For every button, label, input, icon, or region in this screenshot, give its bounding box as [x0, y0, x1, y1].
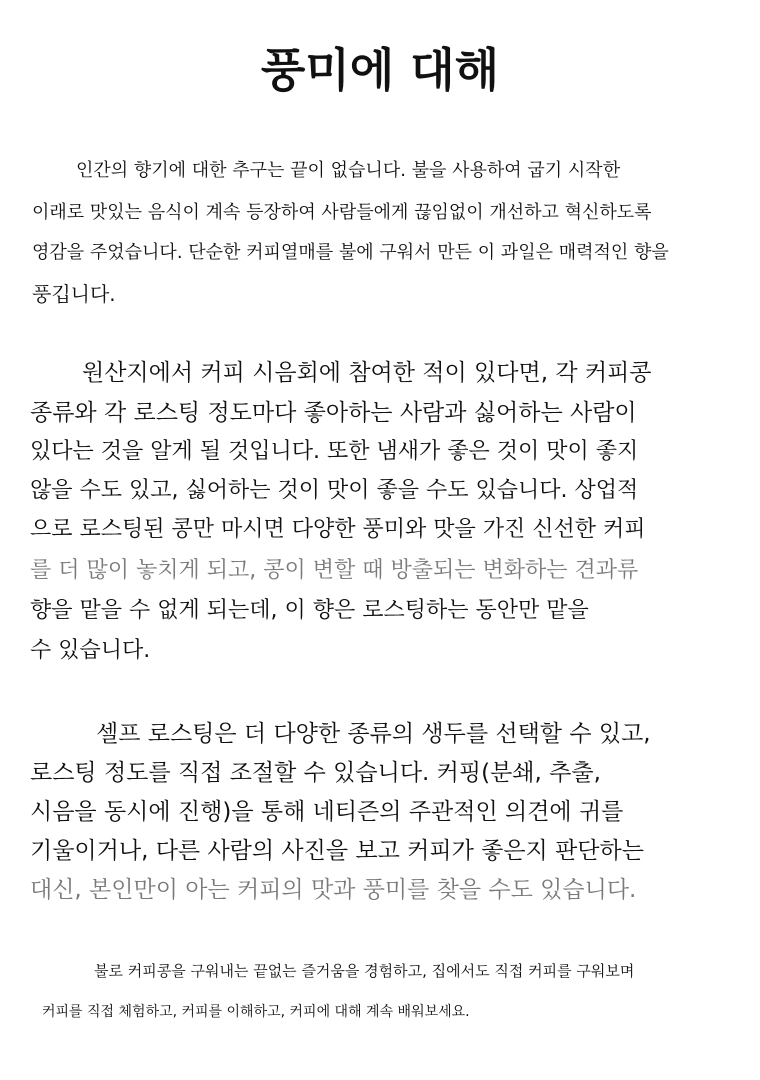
paragraph-line: 불로 커피콩을 구워내는 끝없는 즐거움을 경험하고, 집에서도 직접 커피를 구워보며 — [94, 962, 635, 980]
paragraph-line: 영감을 주었습니다. 단순한 커피열매를 불에 구워서 만든 이 과일은 매력적인 향을 — [32, 242, 669, 263]
page-title: 풍미에 대해 — [260, 43, 500, 97]
paragraph-line: 풍깁니다. — [32, 282, 116, 306]
paragraph-line: 인간의 향기에 대한 추구는 끝이 없습니다. 불을 사용하여 굽기 시작한 — [76, 160, 621, 181]
paragraph-line: 셀프 로스팅은 더 다양한 종류의 생두를 선택할 수 있고, — [96, 721, 651, 747]
paragraph-line: 수 있습니다. — [30, 638, 151, 663]
paragraph-line: 기울이거나, 다른 사람의 사진을 보고 커피가 좋은지 판단하는 — [30, 838, 644, 864]
paragraph-line: 원산지에서 커피 시음회에 참여한 적이 있다면, 각 커피콩 — [82, 360, 652, 386]
paragraph-line: 이래로 맛있는 음식이 계속 등장하여 사람들에게 끊임없이 개선하고 혁신하도록 — [32, 202, 652, 223]
paragraph-line: 않을 수도 있고, 싫어하는 것이 맛이 좋을 수도 있습니다. 상업적 — [30, 478, 639, 503]
paragraph-line: 로스팅 정도를 직접 조절할 수 있습니다. 커핑(분쇄, 추출, — [30, 760, 601, 786]
paragraph-line: 있다는 것을 알게 될 것입니다. 또한 냄새가 좋은 것이 맛이 좋지 — [30, 439, 639, 464]
paragraph-line: 대신, 본인만이 아는 커피의 맛과 풍미를 찾을 수도 있습니다. — [30, 877, 637, 903]
paragraph-line: 향을 맡을 수 없게 되는데, 이 향은 로스팅하는 동안만 맡을 — [30, 598, 589, 623]
paragraph-line: 으로 로스팅된 콩만 마시면 다양한 풍미와 맛을 가진 신선한 커피 — [30, 517, 646, 542]
paragraph-line: 종류와 각 로스팅 정도마다 좋아하는 사람과 싫어하는 사람이 — [30, 400, 637, 426]
paragraph-line: 시음을 동시에 진행)을 통해 네티즌의 주관적인 의견에 귀를 — [30, 799, 624, 825]
paragraph-line: 를 더 많이 놓치게 되고, 콩이 변할 때 방출되는 변화하는 견과류 — [30, 558, 639, 583]
paragraph-line: 커피를 직접 체험하고, 커피를 이해하고, 커피에 대해 계속 배워보세요. — [42, 1004, 470, 1020]
